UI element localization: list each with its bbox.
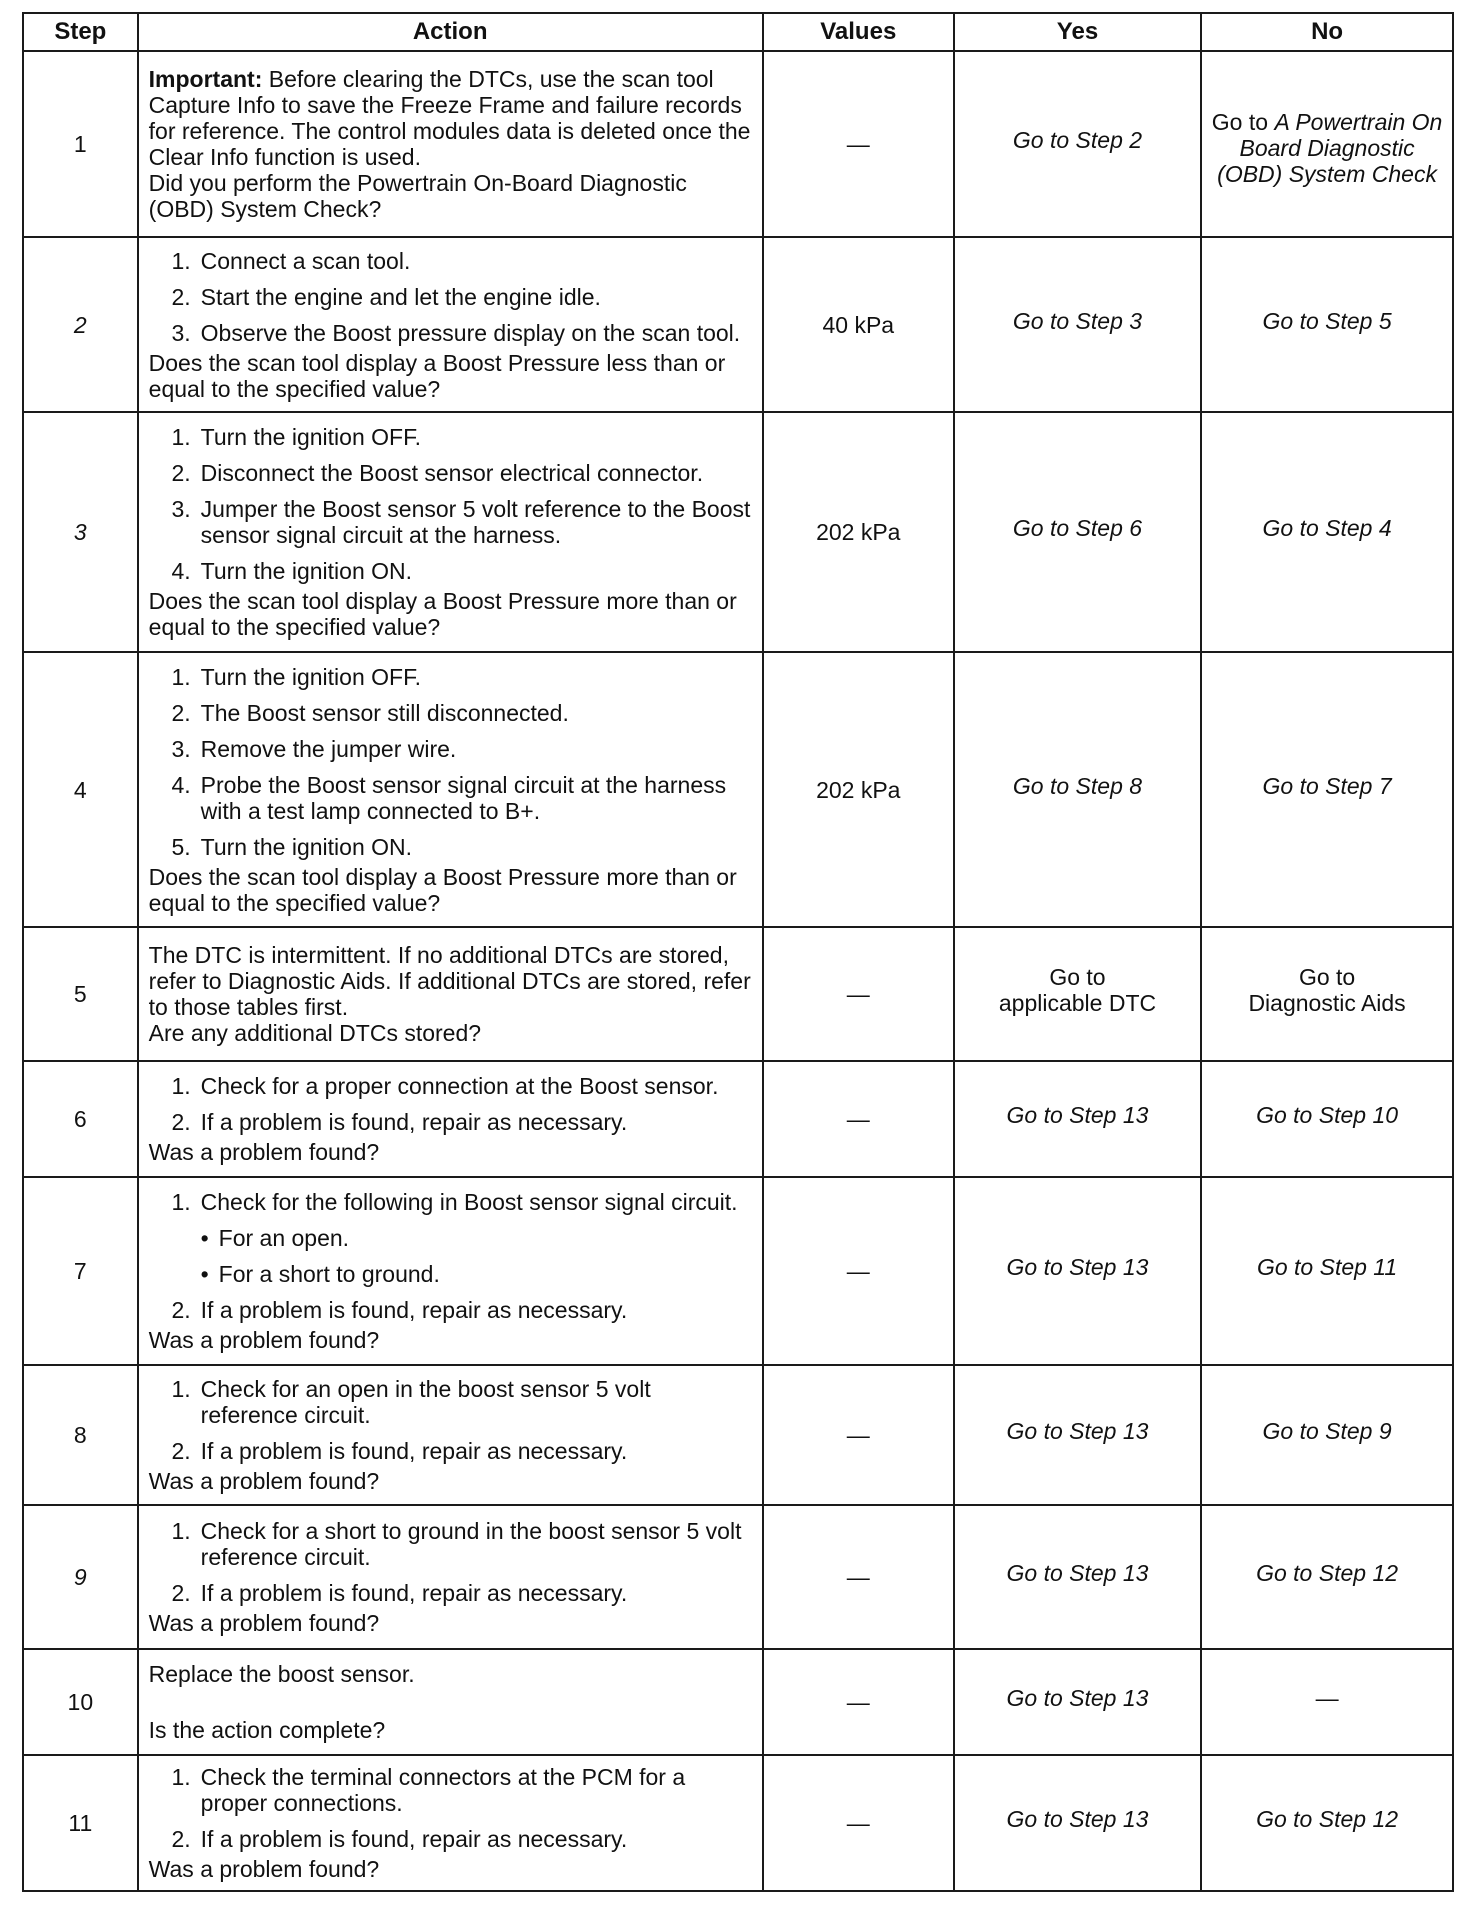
table-row bbox=[23, 1365, 1453, 1505]
header-action: Action bbox=[138, 13, 763, 51]
step-number: 7 bbox=[23, 1177, 138, 1365]
step-number: 11 bbox=[23, 1755, 138, 1891]
list-item: 3. Jumper the Boost sensor 5 volt reference to the Boost sensor signal circuit at the harness. bbox=[171, 496, 751, 548]
list-item: 5. Turn the ignition ON. bbox=[171, 833, 413, 860]
no-cell: Go to Diagnostic Aids bbox=[1201, 927, 1453, 1061]
yes-cell: Go to Step 2 bbox=[954, 51, 1201, 237]
list-item: 2. Disconnect the Boost sensor electrical connector. bbox=[171, 460, 704, 486]
list-item: 4. Turn the ignition ON. bbox=[171, 558, 413, 584]
step-number: 1 bbox=[23, 51, 138, 237]
action-question: Was a problem found? bbox=[148, 1610, 380, 1636]
yes-cell: Go to applicable DTC bbox=[954, 927, 1201, 1061]
value-cell: — bbox=[763, 1505, 954, 1649]
table-row bbox=[23, 1177, 1453, 1365]
no-cell: — bbox=[1201, 1649, 1453, 1755]
action-cell bbox=[138, 412, 763, 652]
yes-cell: Go to Step 13 bbox=[954, 1177, 1201, 1365]
action-text: The DTC is intermittent. If no additional DTCs are stored, refer to Diagnostic Aids. If additional DTCs are stored, refer to those tables first. bbox=[148, 942, 751, 1020]
action-cell bbox=[138, 927, 763, 1061]
action-question: Was a problem found? bbox=[148, 1856, 380, 1882]
step-number: 10 bbox=[23, 1649, 138, 1755]
yes-cell: Go to Step 13 bbox=[954, 1649, 1201, 1755]
action-question: Was a problem found? bbox=[148, 1139, 380, 1165]
yes-cell: Go to Step 13 bbox=[954, 1061, 1201, 1177]
list-item: 3. Remove the jumper wire. bbox=[171, 735, 457, 762]
value-cell: — bbox=[763, 1649, 954, 1755]
table-row bbox=[23, 1649, 1453, 1755]
action-question: Is the action complete? bbox=[148, 1717, 386, 1743]
action-question: Was a problem found? bbox=[148, 1468, 380, 1494]
action-cell bbox=[138, 237, 763, 412]
step-number: 4 bbox=[23, 652, 138, 927]
value-cell: — bbox=[763, 1061, 954, 1177]
action-cell bbox=[138, 1177, 763, 1365]
list-item: 1. Turn the ignition OFF. bbox=[171, 663, 421, 690]
step-number: 3 bbox=[23, 412, 138, 652]
header-row bbox=[23, 13, 1453, 51]
list-item: 1. Connect a scan tool. bbox=[171, 247, 411, 274]
bullet-item: • For a short to ground. bbox=[200, 1261, 440, 1287]
step-number: 6 bbox=[23, 1061, 138, 1177]
no-cell bbox=[1201, 51, 1453, 237]
header-values: Values bbox=[763, 13, 954, 51]
list-item: 2. Start the engine and let the engine idle. bbox=[171, 283, 601, 310]
no-cell: Go to Step 12 bbox=[1201, 1505, 1453, 1649]
no-link-text: A Powertrain On Board Diagnostic (OBD) System Check bbox=[1217, 109, 1443, 187]
table-row bbox=[23, 51, 1453, 237]
action-cell bbox=[138, 1649, 763, 1755]
table-row bbox=[23, 1505, 1453, 1649]
list-item: 3. Observe the Boost pressure display on the scan tool. bbox=[171, 319, 741, 346]
list-item: 2. If a problem is found, repair as necessary. bbox=[171, 1438, 628, 1464]
header-step: Step bbox=[23, 13, 138, 51]
step-number: 9 bbox=[23, 1505, 138, 1649]
no-cell: Go to Step 5 bbox=[1201, 237, 1453, 412]
value-cell: — bbox=[763, 1365, 954, 1505]
action-cell bbox=[138, 1505, 763, 1649]
no-cell: Go to Step 12 bbox=[1201, 1755, 1453, 1891]
value-cell: 40 kPa bbox=[763, 237, 954, 412]
diagnostic-table bbox=[22, 12, 1454, 1892]
header-no: No bbox=[1201, 13, 1453, 51]
list-item: 1. Check for an open in the boost sensor 5 volt reference circuit. bbox=[171, 1376, 651, 1428]
step-number: 8 bbox=[23, 1365, 138, 1505]
list-item: 1. Check for a short to ground in the boost sensor 5 volt reference circuit. bbox=[171, 1518, 742, 1570]
yes-cell: Go to Step 13 bbox=[954, 1365, 1201, 1505]
no-cell: Go to Step 11 bbox=[1201, 1177, 1453, 1365]
list-item: 1. Check for the following in Boost sensor signal circuit. bbox=[171, 1189, 738, 1215]
action-cell bbox=[138, 1061, 763, 1177]
list-item: 4. Probe the Boost sensor signal circuit at the harness with a test lamp connected to B+. bbox=[171, 771, 727, 824]
action-text: Replace the boost sensor. bbox=[148, 1661, 415, 1687]
list-item: 2. If a problem is found, repair as necessary. bbox=[171, 1109, 628, 1135]
value-cell: — bbox=[763, 51, 954, 237]
table-row bbox=[23, 927, 1453, 1061]
list-item: 2. The Boost sensor still disconnected. bbox=[171, 699, 569, 726]
action-cell bbox=[138, 51, 763, 237]
no-cell: Go to Step 7 bbox=[1201, 652, 1453, 927]
list-item: 2. If a problem is found, repair as necessary. bbox=[171, 1826, 628, 1852]
action-question: Are any additional DTCs stored? bbox=[148, 1020, 482, 1046]
action-question: Was a problem found? bbox=[148, 1327, 380, 1353]
no-cell: Go to Step 4 bbox=[1201, 412, 1453, 652]
table-row bbox=[23, 1755, 1453, 1891]
yes-cell: Go to Step 8 bbox=[954, 652, 1201, 927]
action-question: Does the scan tool display a Boost Pressure less than or equal to the specified value? bbox=[148, 349, 726, 402]
bullet-item: • For an open. bbox=[200, 1225, 350, 1251]
action-cell bbox=[138, 1755, 763, 1891]
step-number: 5 bbox=[23, 927, 138, 1061]
yes-cell: Go to Step 3 bbox=[954, 237, 1201, 412]
action-question: Does the scan tool display a Boost Pressure more than or equal to the specified value? bbox=[148, 588, 737, 640]
no-cell: Go to Step 9 bbox=[1201, 1365, 1453, 1505]
yes-cell: Go to Step 13 bbox=[954, 1755, 1201, 1891]
list-item: 2. If a problem is found, repair as necessary. bbox=[171, 1580, 628, 1606]
table-row bbox=[23, 1061, 1453, 1177]
list-item: 1. Turn the ignition OFF. bbox=[171, 424, 421, 450]
table-row bbox=[23, 237, 1453, 412]
list-item: 2. If a problem is found, repair as necessary. bbox=[171, 1297, 628, 1323]
value-cell: — bbox=[763, 927, 954, 1061]
action-cell bbox=[138, 1365, 763, 1505]
action-question: Does the scan tool display a Boost Pressure more than or equal to the specified value? bbox=[148, 863, 737, 916]
value-cell: — bbox=[763, 1177, 954, 1365]
yes-cell: Go to Step 6 bbox=[954, 412, 1201, 652]
value-cell: 202 kPa bbox=[763, 412, 954, 652]
no-prefix: Go to bbox=[1211, 109, 1269, 135]
table-row bbox=[23, 652, 1453, 927]
yes-cell: Go to Step 13 bbox=[954, 1505, 1201, 1649]
important-text: Before clearing the DTCs, use the scan tool Capture Info to save the Freeze Frame and failure records for reference. The control modules data is deleted once the Clear Info function is used. bbox=[148, 66, 751, 170]
action-question: Did you perform the Powertrain On-Board Diagnostic (OBD) System Check? bbox=[148, 170, 687, 222]
list-item: 1. Check for a proper connection at the Boost sensor. bbox=[171, 1073, 719, 1099]
table-row bbox=[23, 412, 1453, 652]
value-cell: 202 kPa bbox=[763, 652, 954, 927]
no-cell: Go to Step 10 bbox=[1201, 1061, 1453, 1177]
header-yes: Yes bbox=[954, 13, 1201, 51]
important-note bbox=[149, 66, 754, 170]
step-number: 2 bbox=[23, 237, 138, 412]
important-label: Important: bbox=[148, 66, 263, 92]
action-cell bbox=[138, 652, 763, 927]
value-cell: — bbox=[763, 1755, 954, 1891]
list-item: 1. Check the terminal connectors at the PCM for a proper connections. bbox=[171, 1764, 686, 1816]
